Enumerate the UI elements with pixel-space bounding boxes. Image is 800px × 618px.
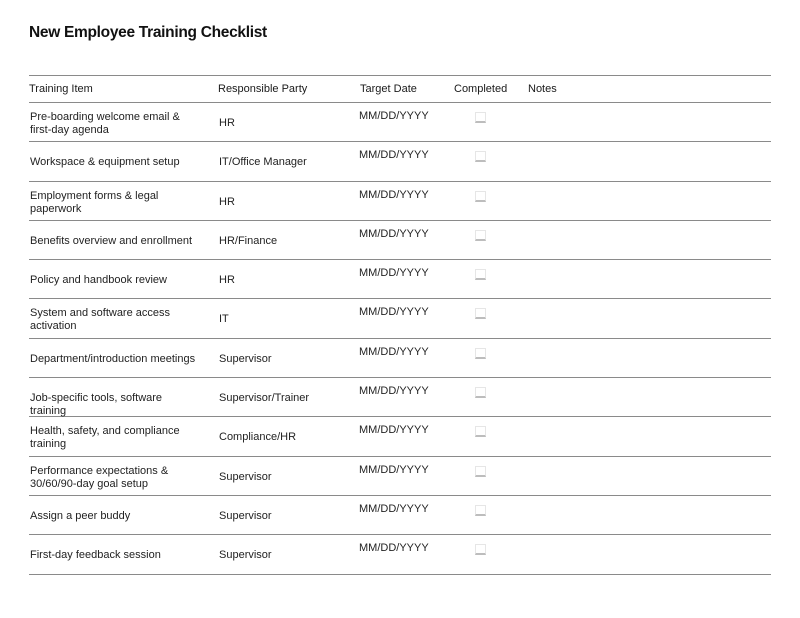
table-row xyxy=(29,142,771,181)
responsible-party: Supervisor xyxy=(219,549,272,562)
completed-checkbox[interactable] xyxy=(475,544,486,555)
responsible-party: IT xyxy=(219,313,229,326)
completed-checkbox[interactable] xyxy=(475,426,486,437)
completed-checkbox[interactable] xyxy=(475,269,486,280)
completed-checkbox[interactable] xyxy=(475,505,486,516)
completed-checkbox[interactable] xyxy=(475,191,486,202)
training-item: Pre-boarding welcome email & first-day agenda xyxy=(30,111,180,136)
responsible-party: HR xyxy=(219,195,235,208)
completed-checkbox[interactable] xyxy=(475,151,486,162)
training-item: Workspace & equipment setup xyxy=(30,156,180,169)
notes-field[interactable] xyxy=(528,267,768,291)
training-item: Policy and handbook review xyxy=(30,274,167,287)
target-date[interactable]: MM/DD/YYYY xyxy=(359,306,429,319)
notes-field[interactable] xyxy=(528,149,768,173)
training-item: Health, safety, and compliance training xyxy=(30,425,180,451)
training-item: Assign a peer buddy xyxy=(30,509,131,522)
training-item: Department/introduction meetings xyxy=(30,352,196,365)
completed-checkbox[interactable] xyxy=(475,112,486,123)
responsible-party: Compliance/HR xyxy=(219,431,297,444)
table-row xyxy=(29,535,771,574)
notes-field[interactable] xyxy=(528,346,768,370)
target-date[interactable]: MM/DD/YYYY xyxy=(359,149,429,162)
target-date[interactable]: MM/DD/YYYY xyxy=(359,424,429,437)
training-item: Performance expectations & 30/60/90-day goal setup xyxy=(30,464,169,490)
target-date[interactable]: MM/DD/YYYY xyxy=(359,345,429,358)
table-row xyxy=(29,260,771,299)
target-date[interactable]: MM/DD/YYYY xyxy=(359,227,429,240)
checklist-table xyxy=(29,75,771,575)
table-row xyxy=(29,103,771,142)
notes-field[interactable] xyxy=(528,110,768,134)
training-item: Benefits overview and enrollment xyxy=(30,234,193,247)
training-item: First-day feedback session xyxy=(30,549,161,562)
table-row xyxy=(29,299,771,338)
table-row xyxy=(29,182,771,221)
notes-field[interactable] xyxy=(528,542,768,566)
target-date[interactable]: MM/DD/YYYY xyxy=(359,188,429,201)
column-header-target-date: Target Date xyxy=(360,83,417,95)
target-date[interactable]: MM/DD/YYYY xyxy=(359,110,429,122)
table-header xyxy=(29,75,771,103)
target-date[interactable]: MM/DD/YYYY xyxy=(359,385,429,398)
notes-field[interactable] xyxy=(528,385,768,409)
training-item: Job-specific tools, software training xyxy=(30,392,163,418)
training-item: Employment forms & legal paperwork xyxy=(30,189,159,215)
notes-field[interactable] xyxy=(528,464,768,488)
table-row xyxy=(29,457,771,496)
responsible-party: Supervisor xyxy=(219,352,272,365)
table-row xyxy=(29,221,771,260)
table-row xyxy=(29,417,771,456)
completed-checkbox[interactable] xyxy=(475,230,486,241)
responsible-party: HR xyxy=(219,117,235,129)
responsible-party: Supervisor xyxy=(219,509,272,522)
column-header-training-item: Training Item xyxy=(29,83,93,95)
notes-field[interactable] xyxy=(528,503,768,527)
responsible-party: HR/Finance xyxy=(219,234,278,247)
completed-checkbox[interactable] xyxy=(475,308,486,319)
table-row xyxy=(29,496,771,535)
table-body xyxy=(29,103,771,575)
column-header-responsible-party: Responsible Party xyxy=(218,83,308,95)
completed-checkbox[interactable] xyxy=(475,466,486,477)
responsible-party: Supervisor xyxy=(219,470,272,483)
table-row xyxy=(29,339,771,378)
completed-checkbox[interactable] xyxy=(475,348,486,359)
target-date[interactable]: MM/DD/YYYY xyxy=(359,463,429,476)
target-date[interactable]: MM/DD/YYYY xyxy=(359,502,429,515)
page-title: New Employee Training Checklist xyxy=(29,24,267,41)
target-date[interactable]: MM/DD/YYYY xyxy=(359,542,429,555)
target-date[interactable]: MM/DD/YYYY xyxy=(359,267,429,280)
table-row xyxy=(29,378,771,417)
training-item: System and software access activation xyxy=(30,307,171,333)
notes-field[interactable] xyxy=(528,306,768,330)
notes-field[interactable] xyxy=(528,424,768,448)
notes-field[interactable] xyxy=(528,228,768,252)
responsible-party: IT/Office Manager xyxy=(219,156,307,169)
responsible-party: HR xyxy=(219,274,235,287)
column-header-notes: Notes xyxy=(528,83,557,95)
completed-checkbox[interactable] xyxy=(475,387,486,398)
notes-field[interactable] xyxy=(528,189,768,213)
column-header-completed: Completed xyxy=(454,83,508,95)
responsible-party: Supervisor/Trainer xyxy=(219,392,310,405)
